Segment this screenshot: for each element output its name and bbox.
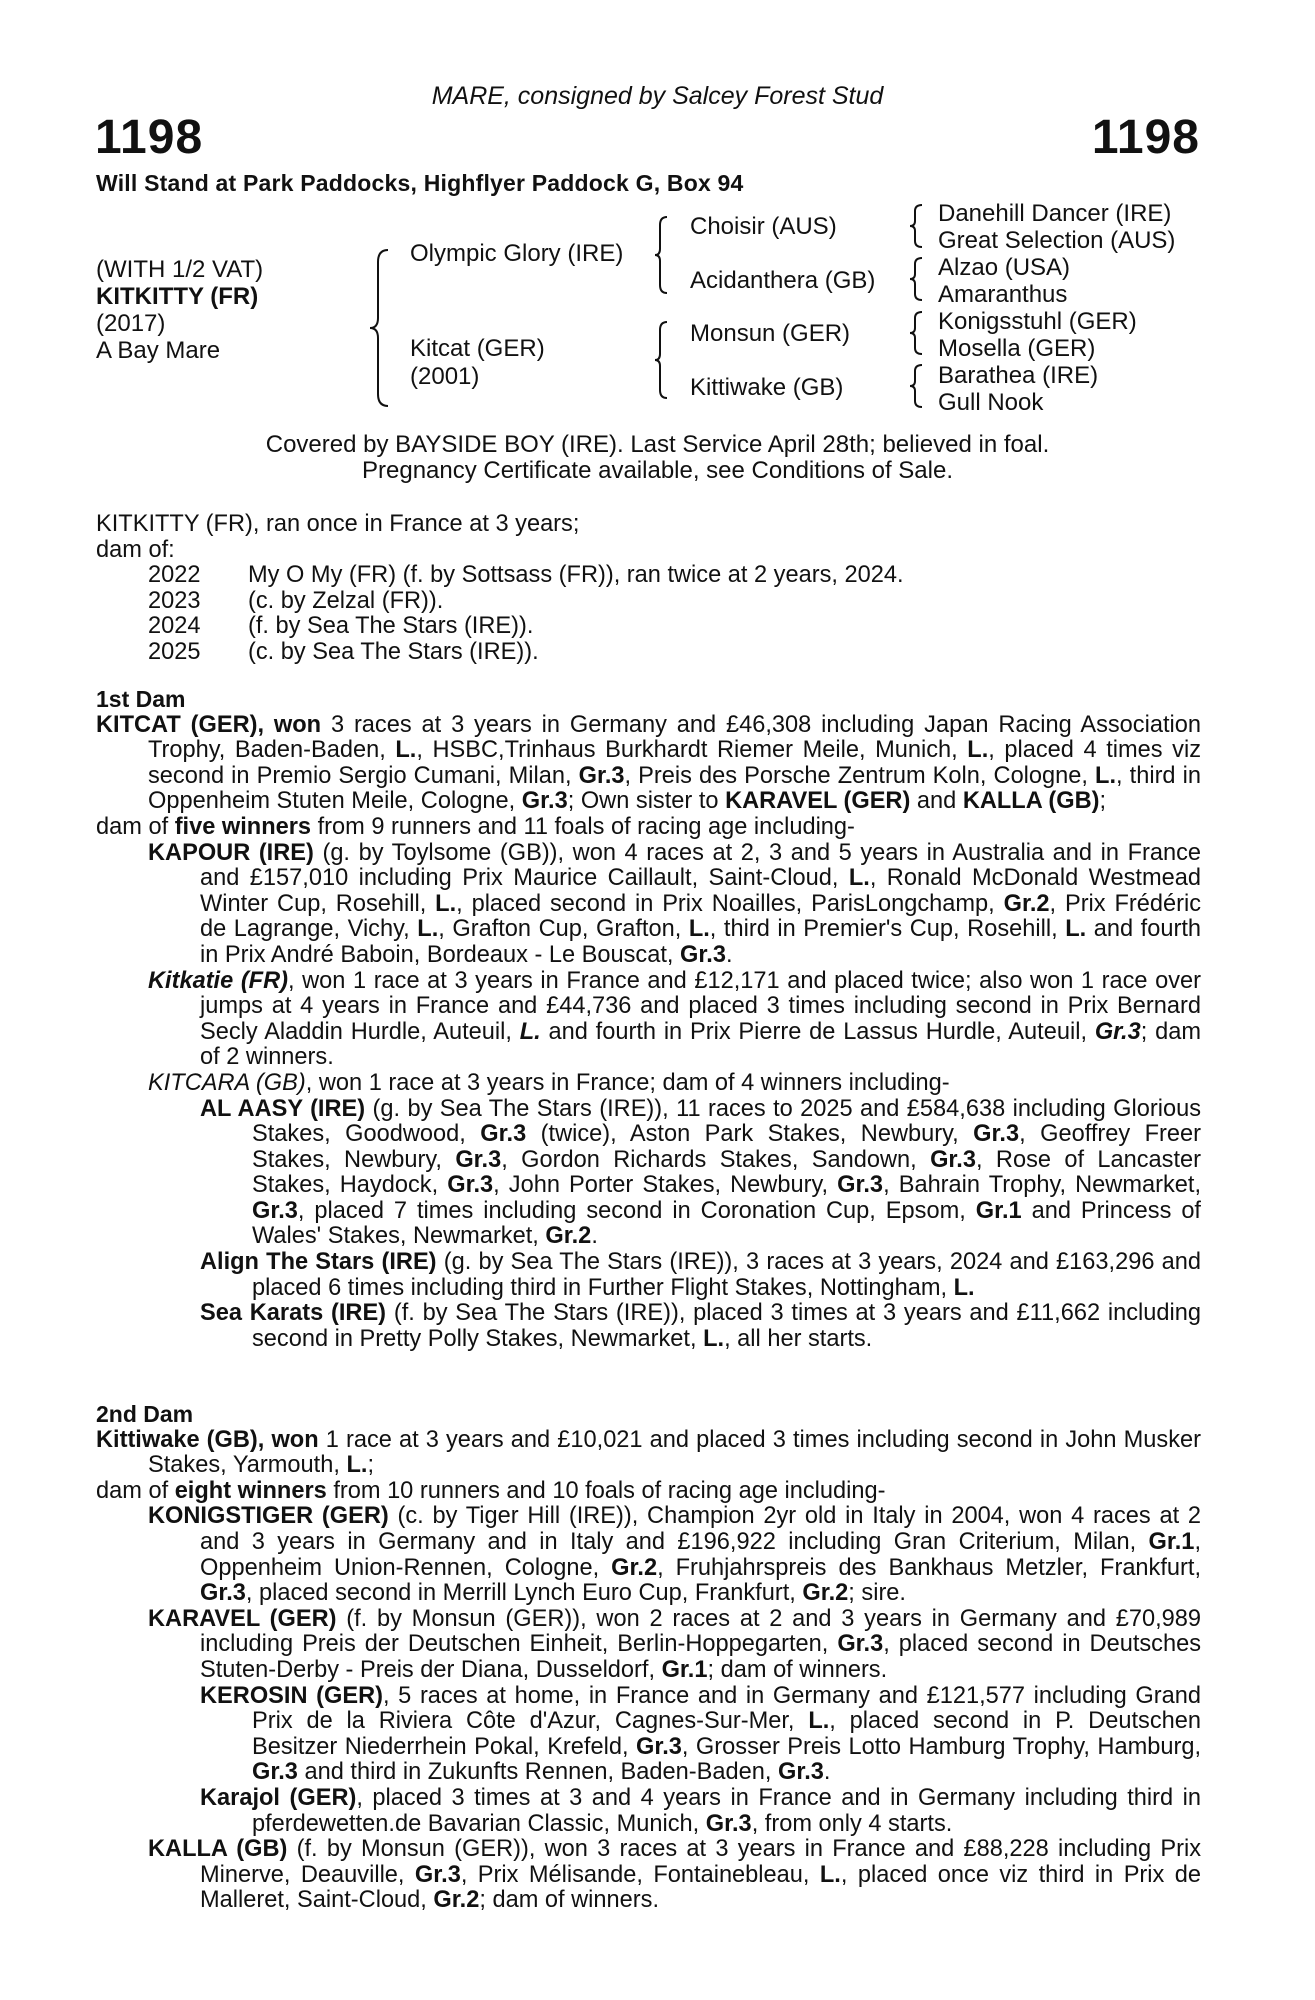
text: , 5 races at home, in France and in Germany and £121,577 including Grand Prix de la Riviera Côte d'Azur, Cagnes-Sur-Mer, [252,1682,1201,1735]
grade: Gr.3 [252,1197,298,1224]
grade: Gr.3 [414,1861,461,1888]
sibling-name: KARAVEL (GER) [725,788,911,815]
text: , placed 7 times including second in Coronation Cup, Epsom, [297,1197,976,1224]
covered-line-1: Covered by BAYSIDE BOY (IRE). Last Service April 28th; believed in foal. [265,431,1050,458]
text: , Fruhjahrspreis des Bankhaus Metzler, Frankfurt, [657,1554,1201,1581]
text: , placed second in Merrill Lynch Euro Cup, Frankfurt, [245,1580,803,1607]
produce-row [148,640,904,666]
text: ; Own sister to [567,788,726,815]
grade: Gr.3 [578,762,625,789]
first-dam-record [96,713,1201,815]
produce-entry-sea-karats [200,1301,1201,1352]
grade: L. [1095,762,1117,789]
intro-line-2: dam of: [96,536,175,563]
grade: L. [688,916,710,943]
horse-name: AL AASY (IRE) [200,1095,366,1122]
second-dam-record [96,1428,1201,1479]
grade: Gr.3 [1094,1018,1141,1045]
text: , won 1 race at 3 years in France; dam of 4 winners including- [305,1069,950,1096]
produce-text: (c. by Sea The Stars (IRE)). [248,638,539,665]
produce-year: 2022 [148,562,201,589]
horse-name: KITCARA (GB) [148,1069,306,1096]
text: , placed second in P. Deutschen Besitzer Niederrhein Pokal, Krefeld, [252,1708,1201,1760]
text: , HSBC,Trinhaus Burkhardt Riemer Meile, Munich, [416,737,968,764]
pedigree-sire: Olympic Glory (IRE) [410,240,624,267]
pedigree-dsd: Mosella (GER) [938,335,1096,362]
pedigree-brace-sd [908,256,924,302]
grade: Gr.3 [447,1172,494,1199]
text: , placed 4 times viz second in Premio Sergio Cumani, Milan, [148,737,1201,789]
pedigree-brace-sire [653,215,669,295]
text: (twice), Aston Park Stakes, Newbury, [526,1121,974,1148]
horse-identity [96,256,263,364]
pedigree-sire-dam: Acidanthera (GB) [690,267,876,294]
text: dam of [96,1477,175,1504]
grade: Gr.3 [930,1146,976,1173]
pedigree-sds: Alzao (USA) [938,254,1071,281]
pedigree-sss: Danehill Dancer (IRE) [938,200,1172,227]
second-dam-heading: 2nd Dam [96,1401,194,1427]
grade: L. [808,1708,830,1735]
text: , John Porter Stakes, Newbury, [493,1172,838,1199]
stand-location: Will Stand at Park Paddocks, Highflyer Paddock G, Box 94 [96,170,744,196]
text: and fourth in Prix Pierre de Lassus Hurdle, Auteuil, [540,1018,1095,1045]
text: 3 races at 3 years in Germany and £46,308 including Japan Racing Association Trophy, Baden-Baden, [148,711,1201,764]
pedigree-dss: Konigsstuhl (GER) [938,308,1137,335]
text: (g. by Sea The Stars (IRE)), 11 races to 2025 and £584,638 including Glorious Stakes, Goodwood, [252,1095,1201,1148]
text: ; dam of winners. [479,1887,659,1914]
text: , from only 4 starts. [751,1810,953,1837]
text: and [910,788,963,815]
covered-note [0,432,1315,484]
consignor-line: MARE, consigned by Salcey Forest Stud [431,82,884,110]
text: and Princess of Wales' Stakes, Newmarket, [252,1197,1201,1250]
won-label: , won [257,1426,319,1453]
covered-line-2: Pregnancy Certificate available, see Conditions of Sale. [362,457,953,484]
text: (g. by Sea The Stars (IRE)), 3 races at 3 years, 2024 and £163,296 and placed 6 times including third in Further Flight Stakes, Nottingham, [252,1249,1201,1301]
produce-entry-kalla [148,1837,1201,1914]
sibling-name: KALLA (GB) [962,788,1100,815]
lot-number-right: 1198 [1091,111,1200,164]
produce-entry-al-aasy [200,1097,1201,1251]
grade: Gr.2 [545,1223,592,1250]
text: , third in Premier's Cup, Rosehill, [709,916,1066,943]
grade: Gr.1 [975,1197,1022,1224]
text: ; [367,1452,374,1479]
horse-name: KARAVEL (GER) [148,1605,337,1632]
horse-name: Kitkatie (FR) [148,967,288,994]
pedigree-brace-dam [653,320,669,400]
grade: L. [953,1274,975,1301]
second-dam-section [96,1402,1201,1914]
pedigree-brace-main [368,248,390,408]
produce-entry-kerosin [200,1684,1201,1786]
text: (f. by Monsun (GER)), won 3 races at 3 years in France and £88,228 including Prix Minerve, Deauville, [200,1836,1201,1888]
lot-number-left: 1198 [95,111,204,164]
text: from 10 runners and 10 foals of racing age including- [326,1477,886,1504]
grade: Gr.3 [705,1810,752,1837]
winners-count: five winners [174,813,312,840]
intro-line-1: KITKITTY (FR), ran once in France at 3 years; [96,511,580,537]
second-dam-produce-summary [96,1479,1201,1505]
text: ; dam of winners. [707,1656,888,1683]
text: . [591,1223,598,1250]
first-dam-heading: 1st Dam [96,686,186,712]
grade: Gr.3 [777,1759,824,1786]
vat-note: (WITH 1/2 VAT) [96,256,264,283]
dam-name: KITCAT (GER) [96,711,258,738]
grade: Gr.3 [837,1172,884,1199]
winners-count: eight winners [174,1477,327,1504]
produce-text: My O My (FR) (f. by Sottsass (FR)), ran twice at 2 years, 2024. [248,562,904,589]
grade: Gr.3 [455,1146,502,1173]
text: , Bahrain Trophy, Newmarket, [883,1172,1201,1199]
text: , Gordon Richards Stakes, Sandown, [501,1146,931,1173]
horse-name: KONIGSTIGER (GER) [148,1503,389,1530]
pedigree-dds: Barathea (IRE) [938,362,1099,389]
horse-name: Karajol (GER) [200,1784,357,1811]
text: , third in Oppenheim Stuten Meile, Cologne, [148,762,1201,815]
grade: L. [1065,916,1087,943]
text: ; sire. [848,1580,906,1607]
pedigree-brace-dd [908,363,924,409]
grade: Gr.2 [433,1887,480,1914]
text: from 9 runners and 11 foals of racing age including- [311,813,855,840]
grade: L. [848,865,870,892]
produce-table [148,563,904,665]
produce-entry-konigstiger [148,1504,1201,1606]
grade: L. [967,737,989,764]
horse-name: Sea Karats (IRE) [200,1300,387,1327]
text: (f. by Monsun (GER)), won 2 races at 2 and 3 years in Germany and £70,989 including Preis der Deutschen Einheit, Berlin-Hoppegarten, [200,1605,1201,1658]
produce-entry-align-the-stars [200,1250,1201,1301]
grade: Gr.2 [802,1580,849,1607]
produce-entry-kitkatie [148,969,1201,1071]
horse-name: KEROSIN (GER) [200,1682,383,1709]
grade: Gr.2 [1003,890,1050,917]
text: , Prix Frédéric de Lagrange, Vichy, [200,890,1202,943]
produce-row [148,614,904,640]
text: , placed second in Deutsches Stuten-Derby - Preis der Diana, Dusseldorf, [200,1631,1202,1683]
pedigree-sdd: Amaranthus [938,281,1068,308]
grade: L. [395,737,417,764]
intro-section [96,512,1201,666]
text: (g. by Toylsome (GB)), won 4 races at 2, 3 and 5 years in Australia and in France and £157,010 including Prix Maurice Caillault, Saint-Cloud, [200,839,1202,892]
text: , Grosser Preis Lotto Hamburg Trophy, Hamburg, [681,1733,1201,1760]
text: . [823,1759,831,1786]
won-label: , won [257,711,322,738]
grade: Gr.3 [200,1580,246,1607]
text: , Oppenheim Union-Rennen, Cologne, [200,1528,1201,1581]
produce-text: (f. by Sea The Stars (IRE)). [248,613,534,640]
produce-entry-karajol [200,1786,1201,1837]
text: , Ronald McDonald Westmead Winter Cup, Rosehill, [200,865,1202,917]
grade: Gr.3 [480,1121,527,1148]
horse-name: KALLA (GB) [148,1836,288,1863]
text: , Rose of Lancaster Stakes, Haydock, [252,1146,1202,1199]
text: , Prix Mélisande, Fontainebleau, [460,1861,820,1888]
text: and fourth in Prix André Baboin, Bordeaux - Le Bouscat, [200,916,1201,968]
produce-entry-kapour [148,841,1201,969]
pedigree-brace-ds [908,310,924,356]
produce-row [148,563,904,589]
grade: L. [346,1452,368,1479]
produce-entry-kitcara [148,1071,1201,1097]
grade: Gr.2 [611,1554,658,1581]
produce-text: (c. by Zelzal (FR)). [248,587,444,614]
text: . [725,941,733,968]
grade: Gr.3 [680,941,726,968]
pedigree-dam-sire: Monsun (GER) [690,320,851,347]
grade: L. [519,1018,541,1045]
text: dam of [96,813,175,840]
pedigree-ddd: Gull Nook [938,389,1044,416]
text: , placed 3 times at 3 and 4 years in France and in Germany including third in pferdewetten.de Bavarian Classic, Munich, [252,1784,1201,1837]
grade: L. [819,1861,841,1888]
produce-year: 2024 [148,613,201,640]
grade: Gr.3 [252,1759,298,1786]
dam-name: Kittiwake (GB) [96,1426,258,1453]
text: , won 1 race at 3 years in France and £12,171 and placed twice; also won 1 race over jumps at 4 years in France and £44,736 and placed 3 times including second in Prix Bernard Secly Aladdin Hurdle, Auteuil, [200,967,1201,1045]
produce-year: 2025 [148,638,201,665]
horse-name: KAPOUR (IRE) [148,839,314,866]
grade: Gr.1 [661,1656,708,1683]
text: and third in Zukunfts Rennen, Baden-Baden, [297,1759,778,1786]
pedigree-dam: Kitcat (GER) [410,335,545,362]
text: (c. by Tiger Hill (IRE)), Champion 2yr old in Italy in 2004, won 4 races at 2 and 3 years in Germany and in Italy and £196,922 including Gran Criterium, Milan, [200,1503,1201,1555]
grade: Gr.3 [837,1631,884,1658]
horse-name: Align The Stars (IRE) [200,1249,437,1276]
text: , Preis des Porsche Zentrum Koln, Cologne, [624,762,1096,789]
text: ; [1099,788,1107,815]
pedigree-dam-year: (2001) [410,363,480,390]
horse-name: KITKITTY (FR) [96,283,259,310]
text: , Geoffrey Freer Stakes, Newbury, [252,1121,1201,1173]
grade: Gr.3 [973,1121,1020,1148]
text: , Grafton Cup, Grafton, [438,916,689,943]
produce-year: 2023 [148,587,201,614]
first-dam-produce-summary [96,815,1201,841]
grade: Gr.1 [1148,1528,1195,1555]
produce-entry-karavel [148,1607,1201,1684]
text: ; dam of 2 winners. [200,1018,1201,1071]
text: , all her starts. [724,1325,873,1352]
text: , placed second in Prix Noailles, ParisLongchamp, [456,890,1004,917]
text: (f. by Sea The Stars (IRE)), placed 3 times at 3 years and £11,662 including second in Pretty Polly Stakes, Newmarket, [252,1300,1202,1352]
first-dam-section [96,687,1201,1352]
pedigree-brace-ss [908,203,924,249]
pedigree-sire-sire: Choisir (AUS) [690,213,837,240]
horse-description: A Bay Mare [96,337,221,364]
text: 1 race at 3 years and £10,021 and placed 3 times including second in John Musker Stakes, Yarmouth, [148,1426,1201,1479]
grade: L. [435,890,457,917]
grade: L. [417,916,439,943]
grade: L. [703,1325,725,1352]
horse-year: (2017) [96,310,166,337]
produce-row [148,589,904,615]
grade: Gr.3 [521,788,568,815]
text: , placed once viz third in Prix de Malleret, Saint-Cloud, [200,1861,1201,1914]
pedigree-ssd: Great Selection (AUS) [938,227,1176,254]
pedigree-dam-dam: Kittiwake (GB) [690,374,844,401]
grade: Gr.3 [635,1733,682,1760]
